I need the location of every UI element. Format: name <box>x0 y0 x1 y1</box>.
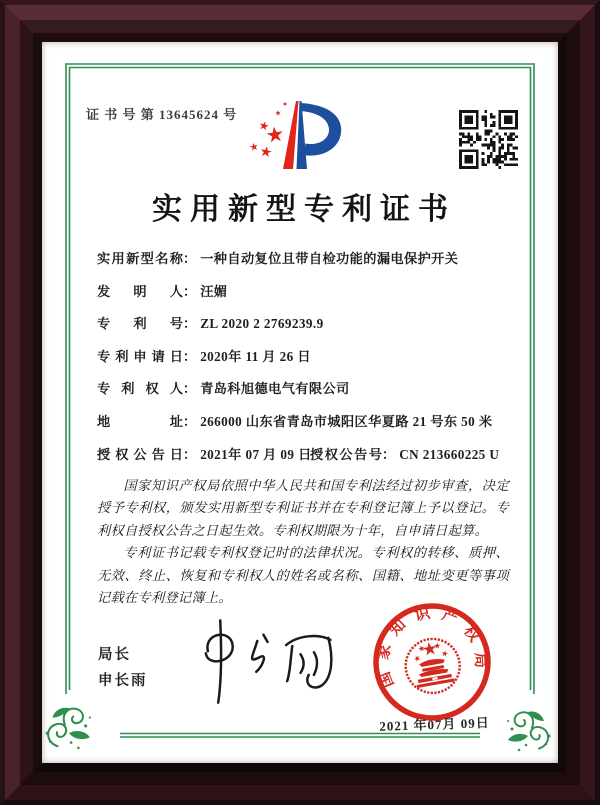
signer-name: 申长雨 <box>98 673 148 689</box>
signer-title: 局长 <box>98 647 131 663</box>
field-label: 专利申请日 <box>97 348 183 364</box>
frame-band-mid <box>20 20 580 785</box>
field-value: 青岛科旭德电气有限公司 <box>200 381 350 397</box>
floral-ornament-left <box>46 708 91 749</box>
field-value: 一种自动复位且带自检功能的漏电保护开关 <box>200 251 459 266</box>
field-row-address: 地址： 266000 山东省青岛市城阳区华夏路 21 号东 50 米 <box>97 411 522 431</box>
certificate-number: 证 书 号 第 13645624 号 <box>86 107 238 122</box>
legal-paragraph-2: 专利证书记载专利权登记时的法律状况。专利权的转移、质押、无效、终止、恢复和专利权人的姓名或名称、国籍、地址变更等事项记载在专利登记簿上。 <box>97 545 509 606</box>
field-list <box>97 248 522 476</box>
field-value: 2020年 11 月 26 日 <box>200 348 311 364</box>
field-value: 2021年 07 月 09 日 <box>200 446 312 462</box>
field-row-patent-no: 专利号： ZL 2020 2 2769239.9 <box>97 313 522 333</box>
legal-text <box>97 475 509 610</box>
field-label: 授权公告日 <box>97 446 183 462</box>
field-label: 实用新型名称 <box>97 251 183 266</box>
seal-date: 2021 年07月 09日 <box>379 715 491 734</box>
qr-code <box>459 110 518 169</box>
field-row-grant: 授权公告日： 2021年 07 月 09 日 授权公告号： CN 213660225 U <box>97 444 522 464</box>
certificate-title: 实用新型专利证书 <box>152 193 456 226</box>
field-value: 汪媚 <box>200 283 228 299</box>
signature-handwriting-icon <box>177 612 352 710</box>
frame-band-inner <box>33 33 567 772</box>
frame-band-ridge <box>5 5 595 800</box>
legal-paragraph-1: 国家知识产权局依照中华人民共和国专利法经过初步审查，决定授予专利权，颁发实用新型专利证书并在专利登记簿上予以登记。专利权自授权公告之日起生效。专利权期限为十年，自申请日起算。 <box>97 478 509 538</box>
field-value: 266000 山东省青岛市城阳区华夏路 21 号东 50 米 <box>200 413 493 429</box>
field-label: 专利权人 <box>97 381 183 397</box>
svg-text:国家知识产权局 <box>363 595 493 692</box>
certificate-paper <box>42 42 558 763</box>
cnipa-logo-icon <box>240 96 360 180</box>
field-row-filing-date: 专利申请日： 2020年 11 月 26 日 <box>97 346 522 366</box>
field-label: 发明人 <box>97 283 183 299</box>
field-label: 授权公告号 <box>310 446 382 462</box>
field-value: ZL 2020 2 2769239.9 <box>200 316 324 332</box>
field-row-patentee: 专利权人： 青岛科旭德电气有限公司 <box>97 378 522 398</box>
seal-text: 国家知识产权局 <box>374 604 490 690</box>
field-label: 专利号 <box>97 316 183 332</box>
field-row-inventor: 发明人： 汪媚 <box>97 281 522 301</box>
field-row-name: 实用新型名称： 一种自动复位且带自检功能的漏电保护开关 <box>97 248 522 268</box>
national-emblem-icon <box>401 635 464 698</box>
field-pair-grant-number: 授权公告号： CN 213660225 U <box>310 444 499 463</box>
field-value: CN 213660225 U <box>399 446 500 462</box>
field-label: 地址 <box>97 413 183 429</box>
